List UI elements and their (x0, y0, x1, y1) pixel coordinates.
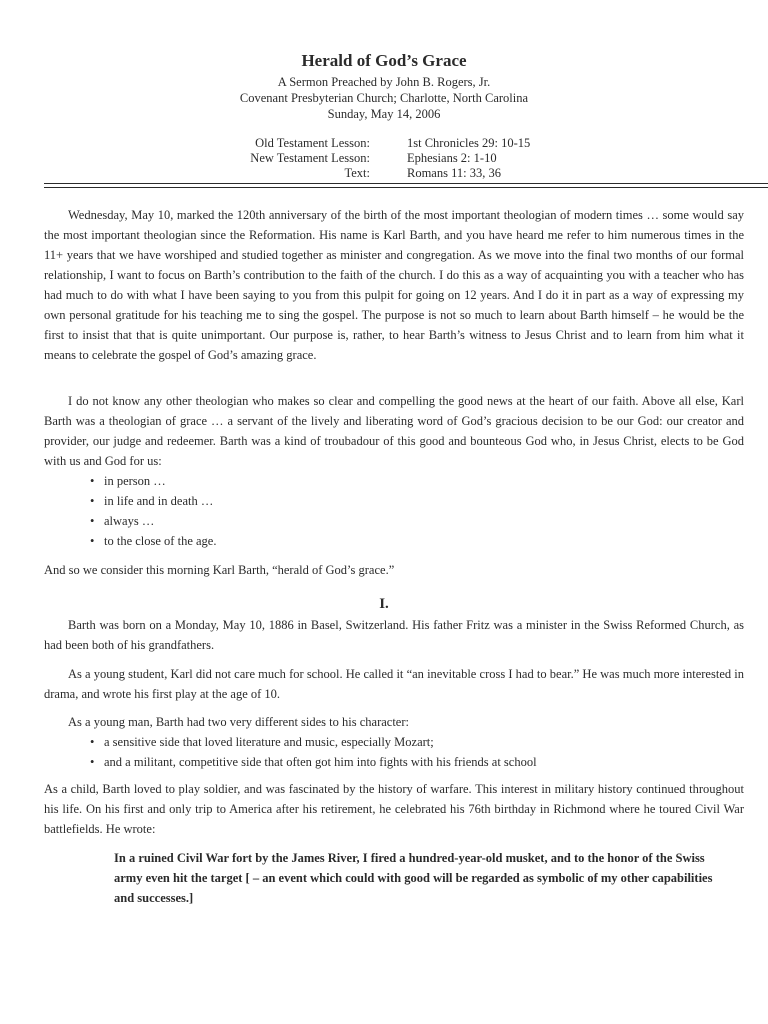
body-paragraph-2: I do not know any other theologian who makes so clear and compelling the good news at the heart of our faith. Above all else, Karl Barth was a theologian of grace … a servant of the lively and liberating word of God’s gracious decision to be our God: our creator and provider, our judge and redeemer. Barth was a kind of troubadour of this good and bounteous God who, in Jesus Christ, elects to be God with us and God for us: (44, 394, 744, 468)
sermon-title: Herald of God’s Grace (301, 51, 467, 70)
body-paragraph-4: Barth was born on a Monday, May 10, 1886 in Basel, Switzerland. His father Fritz was a minister in the Swiss Reformed Church, as had been both of his grandfathers. (44, 618, 744, 652)
block-quote: In a ruined Civil War fort by the James River, I fired a hundred-year-old musket, and to the honor of the Swiss army even hit the target [ – an event which could with good will be regarded as symbolic of my other capabilities and successes.] (114, 851, 713, 905)
body-paragraph-5: As a young student, Karl did not care much for school. He called it “an inevitable cross I had to bear.” He was much more interested in drama, and wrote his first play at the age of 10. (44, 667, 744, 701)
lesson-row (0, 136, 768, 151)
body-paragraph-7: As a child, Barth loved to play soldier, and was fascinated by the history of warfare. This interest in military history continued throughout his life. On his first and only trip to America after his retirement, he celebrated his 76th birthday in Richmond where he toured Civil War battlefields. He wrote: (44, 782, 744, 836)
lesson-row (0, 166, 768, 181)
list-item: • and a militant, competitive side that often got him into fights with his friends at school (90, 755, 537, 769)
lesson-row (0, 151, 768, 166)
list-item: • always … (90, 514, 155, 528)
lesson-reference: Romans 11: 33, 36 (407, 166, 501, 180)
lesson-label: Text: (344, 166, 370, 180)
church-name: Covenant Presbyterian Church; Charlotte, North Carolina (239, 91, 529, 105)
sermon-date: Sunday, May 14, 2006 (327, 107, 441, 121)
body-paragraph-6: As a young man, Barth had two very different sides to his character: (68, 715, 409, 729)
header-divider-bottom (44, 187, 768, 188)
list-item: • in person … (90, 474, 166, 488)
body-paragraph-3: And so we consider this morning Karl Barth, “herald of God’s grace.” (44, 563, 395, 577)
bullet-list-grace (90, 471, 216, 551)
lesson-reference: 1st Chronicles 29: 10-15 (407, 136, 531, 150)
list-item: • to the close of the age. (90, 534, 217, 548)
list-item: • a sensitive side that loved literature and music, especially Mozart; (90, 735, 434, 749)
bullet-list-character (90, 732, 537, 772)
lesson-label: Old Testament Lesson: (255, 136, 370, 150)
section-heading: I. (379, 596, 389, 612)
sermon-byline: A Sermon Preached by John B. Rogers, Jr. (277, 75, 491, 89)
list-item: • in life and in death … (90, 494, 214, 508)
body-paragraph-1: Wednesday, May 10, marked the 120th anniversary of the birth of the most important theologian of modern times … some would say the most important theologian since the Reformation. His name is Karl Barth, and you have heard me refer to him numerous times in the 11+ years that we have worshiped and studied together as minister and congregation. As we move into the final two months of our formal relationship, I want to focus on Barth’s contribution to the faith of the church. I do this as a way of acquainting you with a teacher who has had much to do with what I have been saying to you from this pulpit for going on 12 years. And I do it in part as a way of expressing my own personal gratitude for his teaching me to sing the gospel. The purpose is not so much to learn about Barth himself – he would be the first to insist that that is quite unimportant. Our purpose is, rather, to hear Barth’s witness to Jesus Christ and to learn from him what it means to celebrate the gospel of God’s amazing grace. (44, 208, 744, 362)
lesson-label: New Testament Lesson: (250, 151, 370, 165)
header-divider-top (44, 183, 768, 184)
lesson-reference: Ephesians 2: 1-10 (407, 151, 497, 165)
